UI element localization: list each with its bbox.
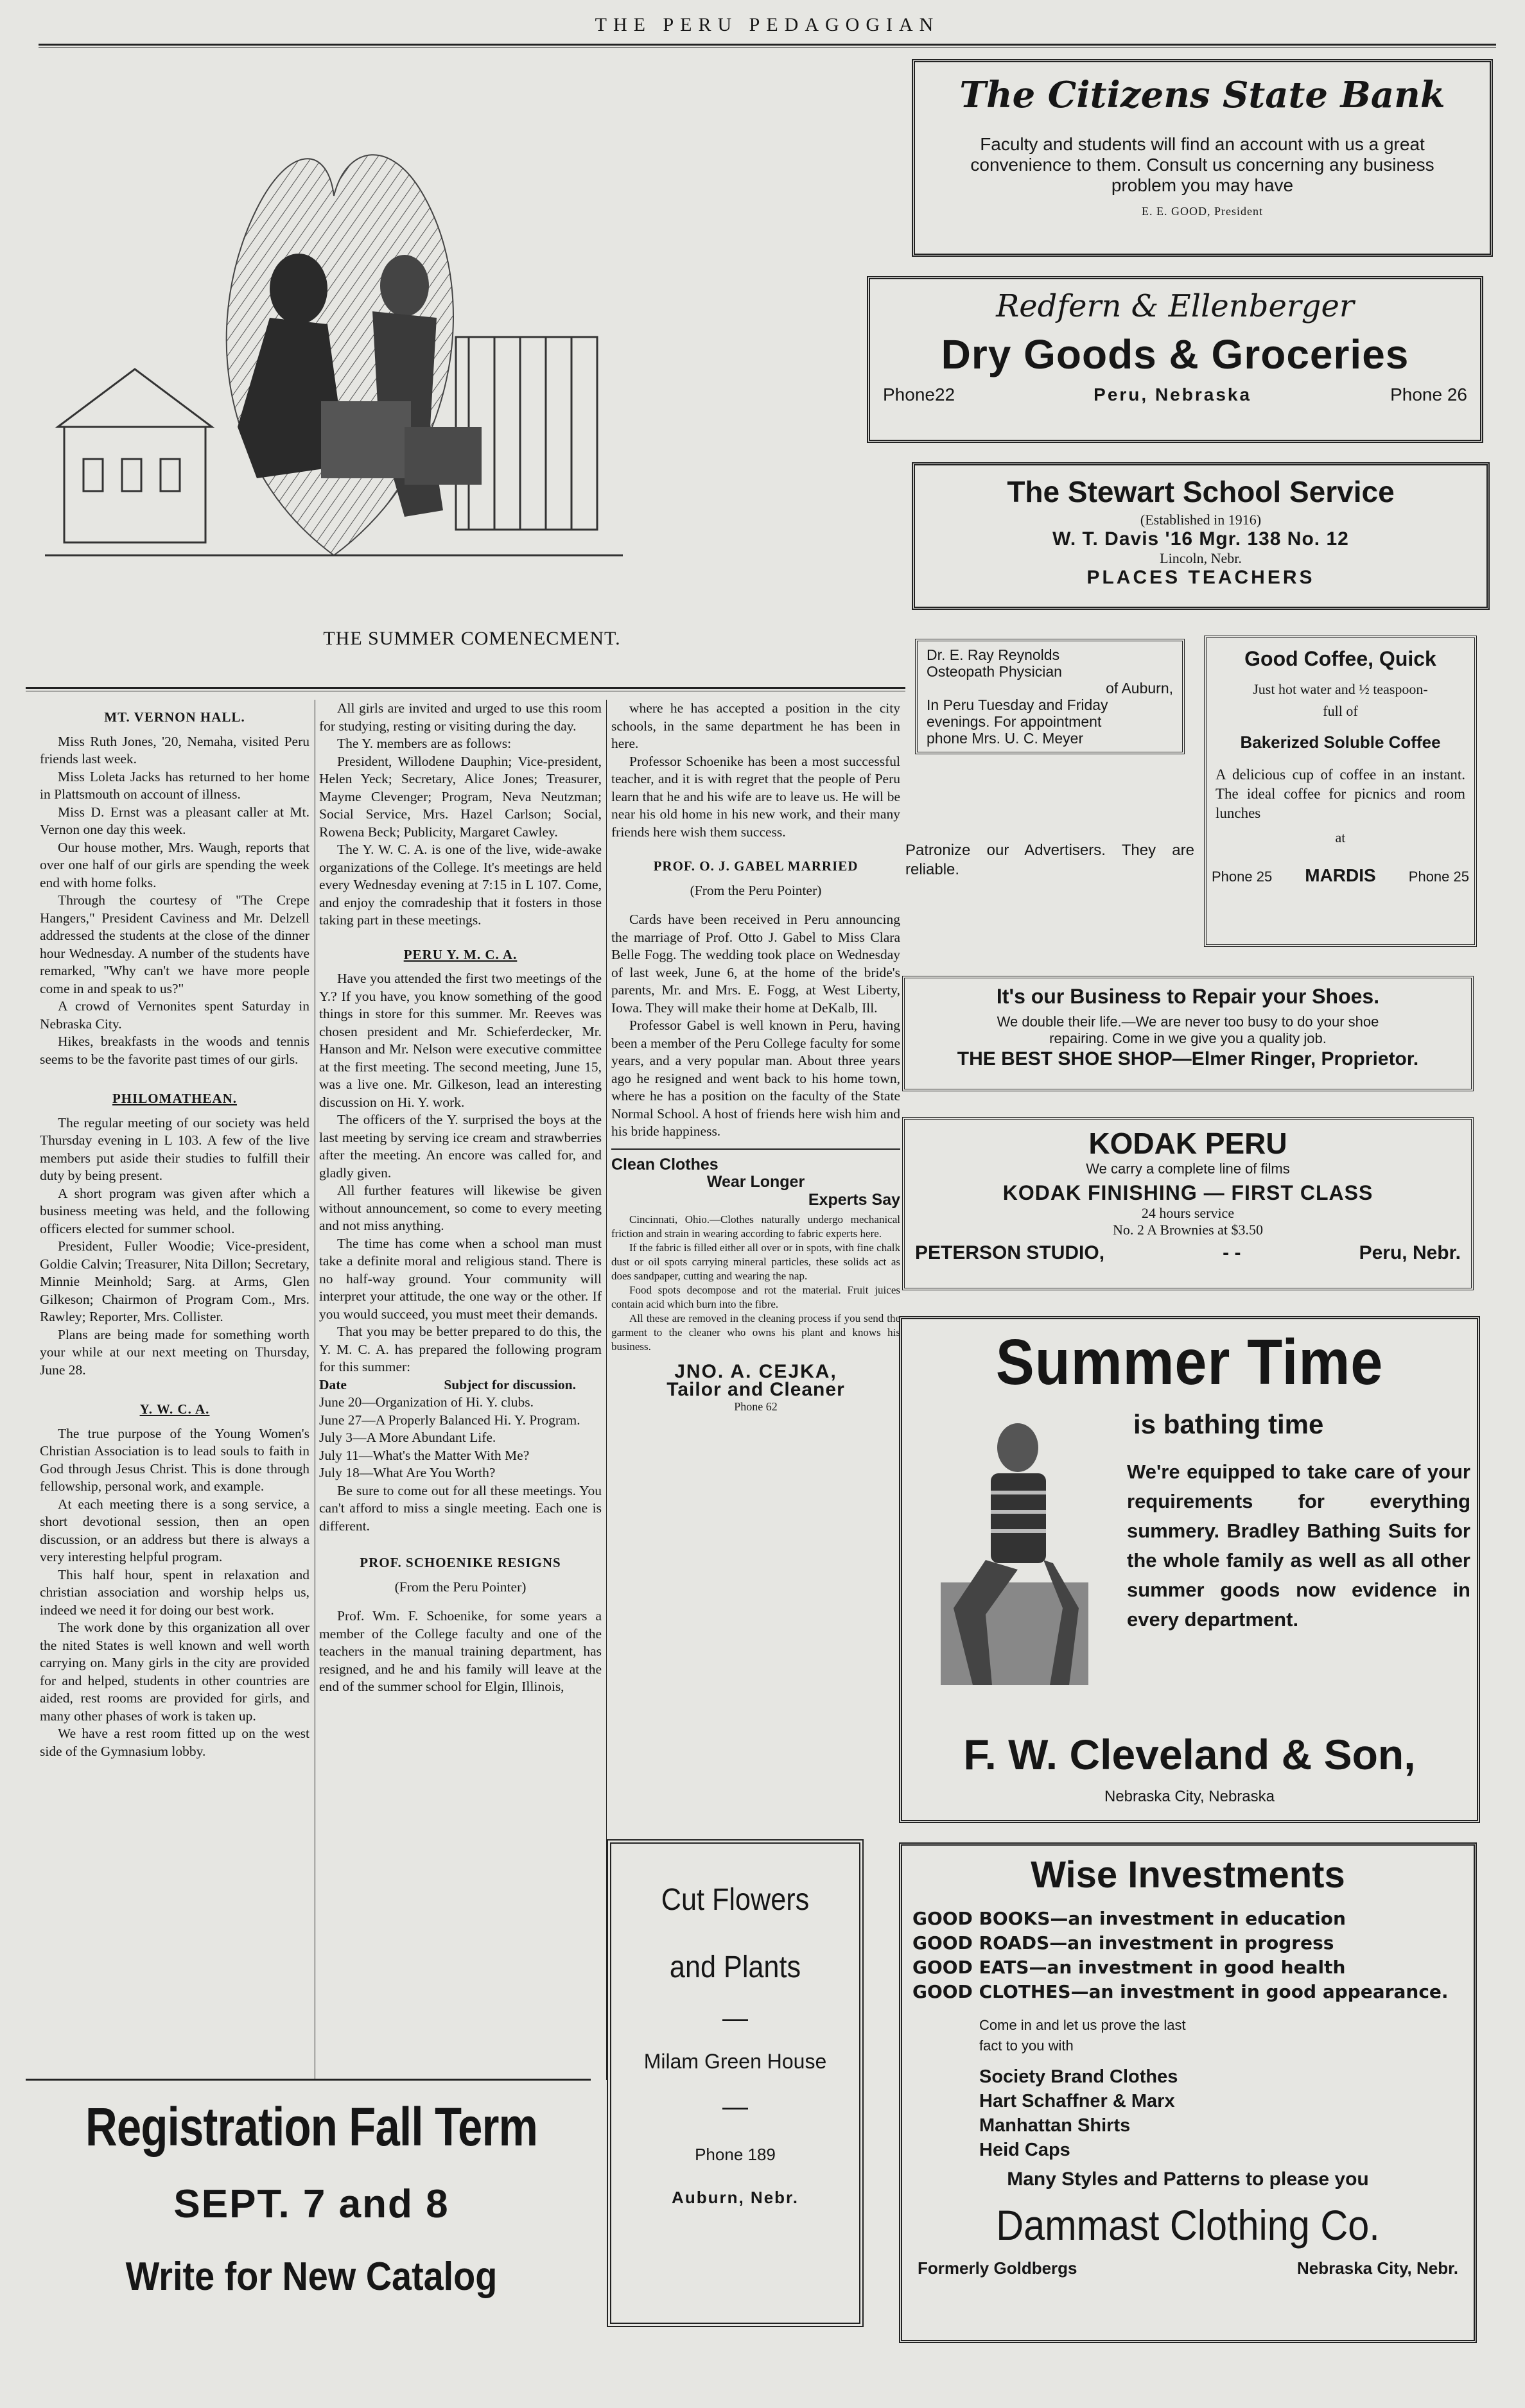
ywca-cont-para: All girls are invited and urged to use this room for studying, resting or visiting during the day. [319,700,602,734]
wise-line: GOOD BOOKS—an investment in education [912,1908,1346,1929]
ywca-para: The work done by this organization all over the nited States is well known and well worth carrying on. Many girls in the city are provided for and helped, students in other countries are aided, rest rooms are provided for girls, and many other phases of work is taken up. [40,1620,309,1724]
coffee-title: Good Coffee, Quick [1244,647,1436,670]
kodak-studio: PETERSON STUDIO, [915,1242,1105,1263]
schoenike-title: PROF. SCHOENIKE RESIGNS [360,1555,561,1570]
philo-para: President, Fuller Woodie; Vice-president, Goldie Calvin; Treasurer, Nita Dillon; Secretary, Minnie Meinhold; Sarg. at Arms, Glen Gilkeson; Chairmon of Program Com., Mrs. Rawley; Reporter, Mrs. Collister. [40,1238,309,1324]
stewart-title: The Stewart School Service [1007,475,1395,508]
wise-footer [918,2258,1458,2278]
philo-para: The regular meeting of our society was held Thursday evening in L 103. A few of the live members put aside their studies to fulfill their duty by being present. [40,1114,309,1183]
coffee-phone-right: Phone 25 [1408,869,1469,885]
flowers-ad [607,1839,864,2327]
wise-fact: fact to you with [979,2038,1074,2054]
gabel-title: PROF. O. J. GABEL MARRIED [653,858,858,874]
redfern-footer [883,385,1467,405]
citizens-signature: E. E. GOOD, President [1142,205,1263,218]
redfern-phone-right: Phone 26 [1390,385,1467,404]
registration-ad [26,2096,597,2300]
mtvernon-para: A crowd of Vernonites spent Saturday in Nebraska City. [40,998,309,1032]
wise-formerly: Formerly Goldbergs [918,2258,1077,2278]
wise-city: Nebraska City, Nebr. [1297,2258,1458,2278]
page-header: THE PERU PEDAGOGIAN [595,14,940,35]
schoenike-cont: Professor Schoenike has been a most successful teacher, and it is with regret that the people of Peru learn that he and his wife are to leave us. He will be near his old home in his new work, and their many friends here wish them success. [611,753,900,840]
registration-rule [26,2079,591,2081]
reynolds-line: of Auburn, [1106,680,1173,697]
ymca-para: All further features will likewise be given without announcement, so come to every meeting and not miss anything. [319,1182,602,1233]
program-header [319,1376,602,1394]
ywca-cont-para: The Y. W. C. A. is one of the live, wide-awake organizations of the College. It's meetings are held every Wednesday evening at 7:15 in L 107. Come, and enjoy the comradeship that it fosters in those taking part in these meetings. [319,842,602,928]
flowers-line1: Cut Flowers [661,1883,810,1917]
coffee-name: MARDIS [1305,865,1376,885]
redfern-ad [867,276,1483,443]
flowers-place: Auburn, Nebr. [672,2188,799,2207]
stewart-mgr: W. T. Davis '16 Mgr. 138 No. 12 [1052,528,1349,550]
philo-para: A short program was given after which a business meeting was held, and the following officers elected for summer school. [40,1185,309,1236]
schoenike-para: Prof. Wm. F. Schoenike, for some years a member of the College faculty and one of the teachers in the manual training department, has resigned, and he and his family will leave at the end of the summer school for Elgin, Illinois, [319,1608,602,1694]
wise-line: GOOD CLOTHES—an investment in good appearance. [912,1981,1449,2002]
column-2 [319,700,602,1696]
redfern-place: Peru, Nebraska [1094,385,1252,404]
header-rule [39,44,1496,46]
summer-place: Nebraska City, Nebraska [1104,1788,1275,1805]
cejka-phone: Phone 62 [734,1400,778,1413]
schoenike-source: (From the Peru Pointer) [394,1579,527,1595]
kodak-line: No. 2 A Brownies at $3.50 [1112,1222,1264,1238]
wise-brand: Manhattan Shirts [979,2115,1131,2136]
coffee-at: at [1335,829,1346,845]
gabel-para: Cards have been received in Peru announcing the marriage of Prof. Otto J. Gabel to Miss Clara Belle Fogg. The wedding took place on Wednesday of last week, June 6, at the home of the bride's parents, Mr. and Mrs. E. Fogg, at West Liberty, Iowa. They will make their home at DeKalb, Ill. [611,912,900,1016]
program-item: July 3—A More Abundant Life. [319,1430,496,1445]
summer-ad [899,1316,1480,1823]
schoenike-cont: where he has accepted a position in the city schools, in the same department he has been in here. [611,700,900,751]
philo-para: Plans are being made for something worth your while at our next meeting on Thursday, June 28. [40,1326,309,1378]
mtvernon-para: Miss Loleta Jacks has returned to her home in Plattsmouth on account of illness. [40,768,309,802]
gabel-para: Professor Gabel is well known in Peru, having been a member of the Peru College faculty for some years, and a very popular man. About three years ago he resigned and went back to his home town, where he has a position on the faculty of the State Normal School. A host of friends here wish him and his bride happiness. [611,1018,900,1139]
registration-dates: SEPT. 7 and 8 [173,2182,449,2226]
kodak-line: KODAK FINISHING — FIRST CLASS [1002,1181,1373,1204]
clean-para: Food spots decompose and rot the material. Fruit juices contain acid which burn into the fibre. [611,1284,900,1310]
ymca-para: That you may be better prepared to do this, the Y. M. C. A. has prepared the following program for this summer: [319,1324,602,1374]
mtvernon-para: Miss Ruth Jones, '20, Nemaha, visited Peru friends last week. [40,733,309,767]
philo-title: PHILOMATHEAN. [112,1091,238,1106]
program-subject-label: Subject for discussion. [444,1376,576,1392]
summer-body: We're equipped to take care of your requirements for everything summery. Bradley Bathing Suits for the whole family as well as all other summer goods now evidence in every department. [1127,1460,1470,1631]
wise-come: Come in and let us prove the last [979,2017,1186,2033]
citizens-body: Faculty and students will find an account with us a great convenience to them. Consult us concerning any business problem you may have [970,134,1434,195]
articles-top-rule [26,687,905,689]
ymca-para: Have you attended the first two meetings of the Y.? If you have, you know something of the good things in store for this summer. Mr. Reeves was chosen president and Mr. Schieferdecker, Mr. Hanson and Mr. Nelson were executive committee at the first meeting. The second meeting, June 15, was a live one. Mr. Gilkeson, lead an interesting discussion on Hi. Y. work. [319,971,602,1110]
program-date-label: Date [319,1376,347,1392]
wise-brand: Hart Schaffner & Marx [979,2091,1175,2111]
wise-brand: Heid Caps [979,2140,1070,2160]
cejka-trade: Tailor and Cleaner [667,1378,845,1400]
kodak-place: Peru, Nebr. [1359,1242,1461,1263]
reynolds-line: evenings. For appointment [927,713,1102,730]
ymca-title: PERU Y. M. C. A. [403,946,518,962]
coffee-line: Just hot water and ½ teaspoon- [1253,681,1428,697]
wise-title: Wise Investments [1031,1854,1345,1896]
flowers-name: Milam Green House [643,2050,827,2073]
registration-catalog: Write for New Catalog [125,2255,498,2299]
flowers-dash: — [722,2093,748,2121]
ywca-title: Y. W. C. A. [139,1401,210,1417]
program-item: June 20—Organization of Hi. Y. clubs. [319,1394,534,1410]
redfern-title: Redfern & Ellenberger [996,288,1354,324]
registration-title: Registration Fall Term [85,2097,538,2157]
wise-many: Many Styles and Patterns to please you [1007,2169,1369,2190]
mtvernon-para: Miss D. Ernst was a pleasant caller at Mt. Vernon one day this week. [40,804,309,837]
stewart-est: (Established in 1916) [1140,512,1262,528]
citizens-title: The Citizens State Bank [959,74,1445,116]
wise-ad [899,1842,1477,2343]
mtvernon-title: MT. VERNON HALL. [104,709,245,725]
wise-line: GOOD EATS—an investment in good health [912,1957,1346,1978]
citizens-bank-ad [912,59,1493,257]
reynolds-line: In Peru Tuesday and Friday [927,697,1108,713]
coffee-sub: Bakerized Soluble Coffee [1240,732,1441,752]
shoe-line: We double their life.—We are never too busy to do your shoe [997,1014,1379,1030]
shoe-title: It's our Business to Repair your Shoes. [996,985,1380,1008]
flowers-phone: Phone 189 [695,2145,776,2164]
coffee-body: A delicious cup of coffee in an instant. The ideal coffee for picnics and room lunches [1216,767,1465,821]
stewart-ad [912,462,1490,610]
coffee-line: full of [1323,703,1358,719]
clean-title-1: Clean Clothes [611,1155,719,1174]
patronize-note: Patronize our Advertisers. They are reliable. [905,842,1194,878]
clean-title-3: Experts Say [808,1190,900,1209]
ymca-para: The time has come when a school man must take a definite moral and religious stand. There is no half-way ground. Your community will interpret your attitude, the one way or the other. If you would succeed, you must meet their demands. [319,1235,602,1322]
column-1 [40,700,309,1760]
wise-name: Dammast Clothing Co. [996,2201,1380,2249]
reynolds-line: Dr. E. Ray Reynolds [927,646,1060,663]
ywca-cont-para: The Y. members are as follows: [337,736,512,751]
clean-para: Cincinnati, Ohio.—Clothes naturally undergo mechanical friction and strain in wearing according to fabric experts here. [611,1213,900,1240]
reynolds-line: Osteopath Physician [927,663,1062,680]
wise-brand: Society Brand Clothes [979,2066,1178,2087]
program-item: June 27—A Properly Balanced Hi. Y. Program. [319,1412,580,1428]
bather-figure-icon [915,1416,1108,1698]
cejka-name: JNO. A. CEJKA, [674,1361,837,1382]
shoe-line: repairing. Come in we give you a quality job. [1049,1030,1327,1046]
stewart-places: PLACES TEACHERS [1086,567,1315,588]
gabel-source: (From the Peru Pointer) [690,882,822,898]
kodak-footer [915,1242,1461,1264]
reynolds-ad [915,639,1185,754]
program-item: July 18—What Are You Worth? [319,1465,496,1480]
summer-title: Summer Time [995,1326,1384,1398]
shoe-name: THE BEST SHOE SHOP—Elmer Ringer, Proprietor. [957,1048,1419,1070]
flowers-dash: — [722,2004,748,2032]
mtvernon-para: Our house mother, Mrs. Waugh, reports that over one half of our girls are spending the week end with home folks. [40,839,309,890]
clean-para: All these are removed in the cleaning process if you send the garment to the cleaner who owns his plant and knows his business. [611,1312,900,1353]
ywca-para: This half hour, spent in relaxation and christian association and worship helps us, indeed we need it for doing our best work. [40,1566,309,1618]
kodak-title: KODAK PERU [1088,1127,1287,1160]
clean-title-2: Wear Longer [706,1173,805,1191]
column-3 [611,700,900,1416]
clean-clothes-article [611,1148,900,1416]
coffee-ad [1204,636,1477,947]
mtvernon-para: Through the courtesy of "The Crepe Hangers," President Caviness and Mr. Delzell addressed the students at the close of the dinner hour Wednesday. A number of the students have remarked, "Why can't we have more people come in and speak to us?" [40,892,309,996]
ywca-para: The true purpose of the Young Women's Christian Association is to lead souls to faith in God through Jesus Christ. This is done through fellowship, personal work, and example. [40,1425,309,1494]
wise-line: GOOD ROADS—an investment in progress [912,1932,1334,1953]
kodak-line: 24 hours service [1141,1205,1235,1221]
illustration-caption: THE SUMMER COMENECMENT. [323,628,621,649]
summer-name: F. W. Cleveland & Son, [963,1731,1416,1778]
shoe-ad [902,976,1474,1091]
ymca-close: Be sure to come out for all these meetings. You can't afford to miss a single meeting. Each one is different. [319,1482,602,1534]
redfern-phone-left: Phone22 [883,385,955,404]
summer-sub: is bathing time [1133,1409,1324,1439]
ywca-cont-para: President, Willodene Dauphin; Vice-president, Helen Yeck; Secretary, Alice Jones; Treasurer, Mayme Clevenger; Program, Neva Neutzman; Social Service, Mrs. Hazel Carlson; Social, Rowena Beck; Publicity, Margaret Cawley. [319,753,602,840]
kodak-ad [902,1117,1474,1290]
ywca-para: At each meeting there is a song service, a short devotional session, then an open discussion, or an address but there is always a very interesting helpful program. [40,1496,309,1564]
commencement-illustration [45,67,623,626]
mtvernon-para: Hikes, breakfasts in the woods and tennis seems to be the favorite past times of our girls. [40,1034,309,1067]
coffee-footer [1212,865,1469,886]
redfern-sub: Dry Goods & Groceries [941,331,1409,377]
kodak-dash: - - [1223,1242,1241,1263]
flowers-line2: and Plants [669,1950,801,1984]
stewart-city: Lincoln, Nebr. [1160,550,1242,566]
kodak-line: We carry a complete line of films [1086,1161,1290,1177]
program-item: July 11—What's the Matter With Me? [319,1447,530,1463]
reynolds-line: phone Mrs. U. C. Meyer [927,730,1084,747]
ywca-para: We have a rest room fitted up on the west side of the Gymnasium lobby. [40,1726,309,1759]
clean-para: If the fabric is filled either all over or in spots, with fine chalk dust or oil spots carrying mineral particles, these solids act as does sandpaper, cutting and wearing the nap. [611,1242,900,1282]
ymca-para: The officers of the Y. surprised the boys at the last meeting by serving ice cream and strawberries after the meeting. An encore was called for, and gladly given. [319,1112,602,1181]
coffee-phone-left: Phone 25 [1212,869,1273,885]
